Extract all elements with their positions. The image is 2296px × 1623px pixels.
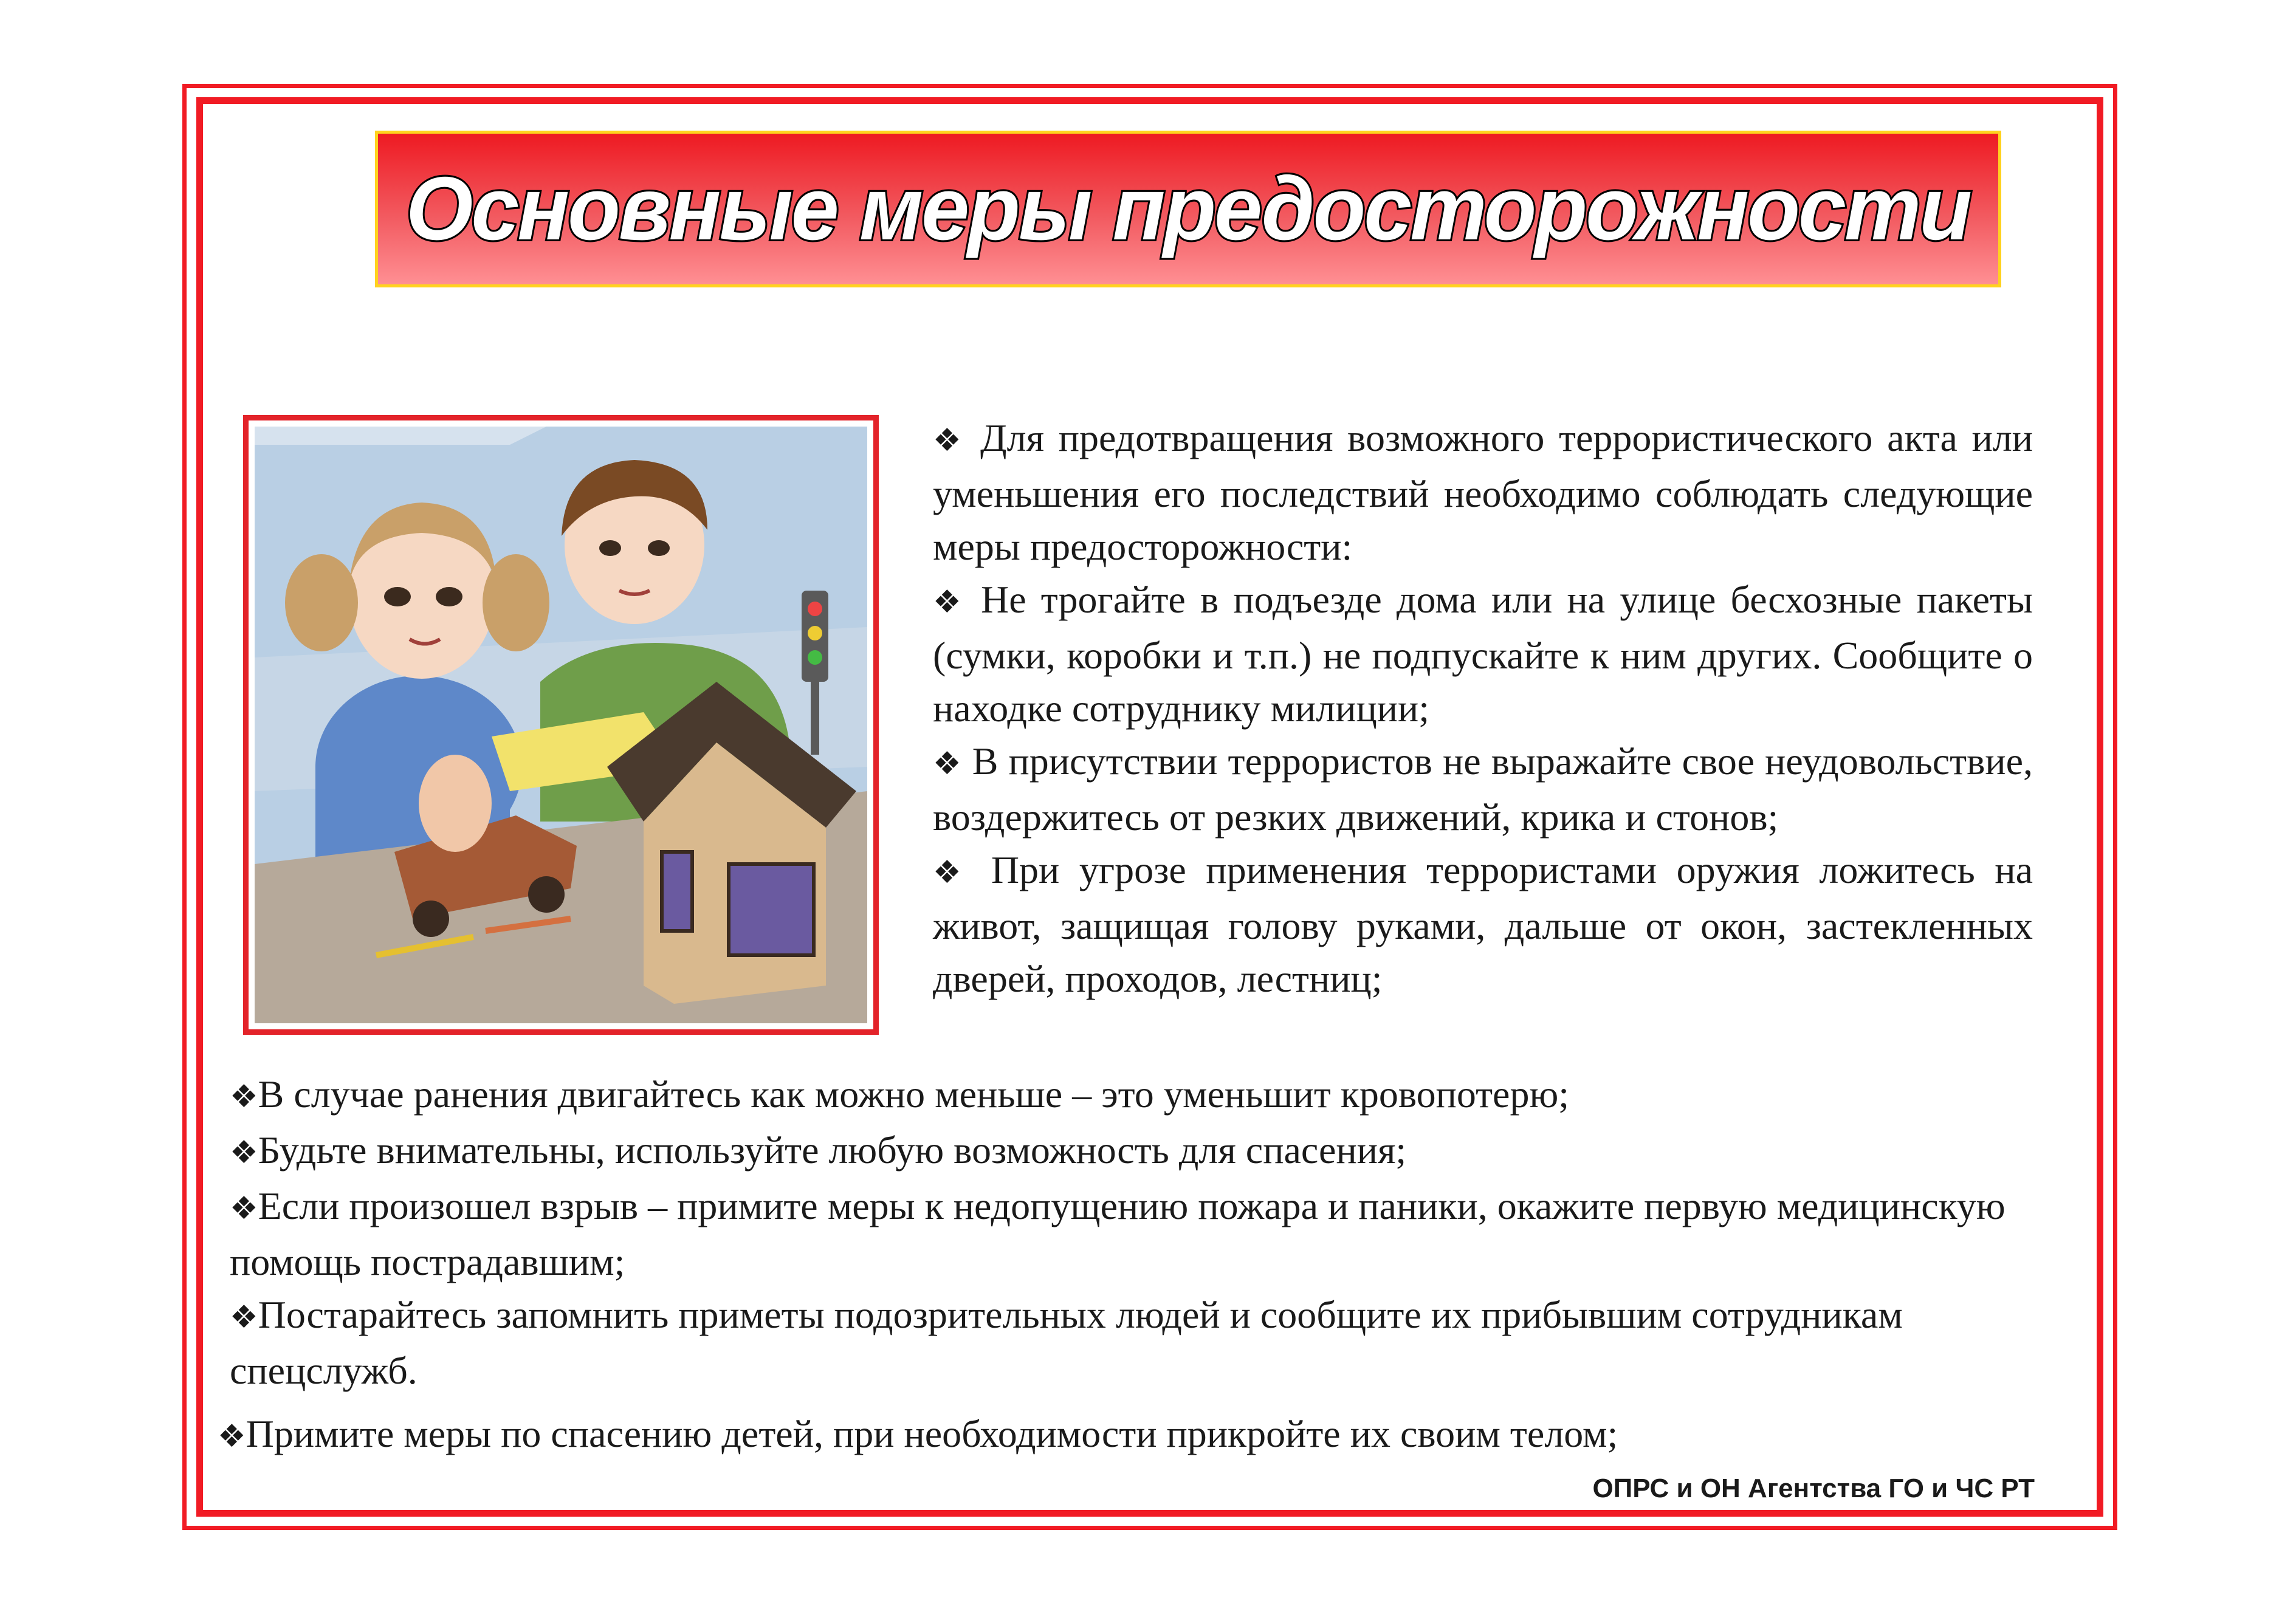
page-title: Основные меры предосторожности [405,158,1971,259]
last-paragraph: ❖Примите меры по спасению детей, при необходимости прикройте их своим телом; [218,1412,1618,1455]
children-playing-illustration [255,427,867,1023]
bullet-diamond-icon: ❖ [230,1299,258,1336]
full-paragraph: ❖Если произошел взрыв – примите меры к недопущению пожара и паники, окажите первую медицинскую помощь пострадавшим; [230,1184,2006,1283]
footer-agency: ОПРС и ОН Агентства ГО и ЧС РТ [1592,1474,2035,1503]
bullet-diamond-icon: ❖ [933,854,972,891]
bullet-diamond-icon: ❖ [230,1134,258,1171]
bullet-diamond-icon: ❖ [218,1418,246,1455]
right-paragraph: ❖ Для предотвращения возможного террористического акта или уменьшения его последствий необходимо соблюдать следующие меры предосторожности: [933,416,2033,568]
right-paragraph: ❖ В присутствии террористов не выражайте свое неудовольствие, воздержитесь от резких движений, крика и стонов; [933,739,2033,839]
full-paragraph: ❖Постарайтесь запомнить приметы подозрительных людей и сообщите их прибывшим сотрудникам спецслужб. [230,1293,1903,1392]
full-paragraph: ❖Будьте внимательны, используйте любую возможность для спасения; [230,1128,1407,1172]
bullet-diamond-icon: ❖ [933,584,966,620]
title-banner [375,131,2001,287]
bullet-diamond-icon: ❖ [933,422,966,459]
full-paragraph: ❖В случае ранения двигайтесь как можно меньше – это уменьшит кровопотерю; [230,1072,1570,1116]
right-column-text [933,411,2033,1005]
right-paragraph: ❖ При угрозе применения террористами оружия ложитесь на живот, защищая голову руками, дальше от окон, застекленных дверей, проходов, лестниц; [933,848,2033,1000]
right-paragraph: ❖ Не трогайте в подъезде дома или на улице бесхозные пакеты (сумки, коробки и т.п.) не подпускайте к ним других. Сообщите о находке сотруднику милиции; [933,578,2033,730]
bullet-diamond-icon: ❖ [230,1079,258,1115]
bullet-diamond-icon: ❖ [230,1190,258,1227]
full-width-text [230,1068,2023,1397]
bullet-diamond-icon: ❖ [933,746,962,782]
illustration-frame [243,415,879,1035]
